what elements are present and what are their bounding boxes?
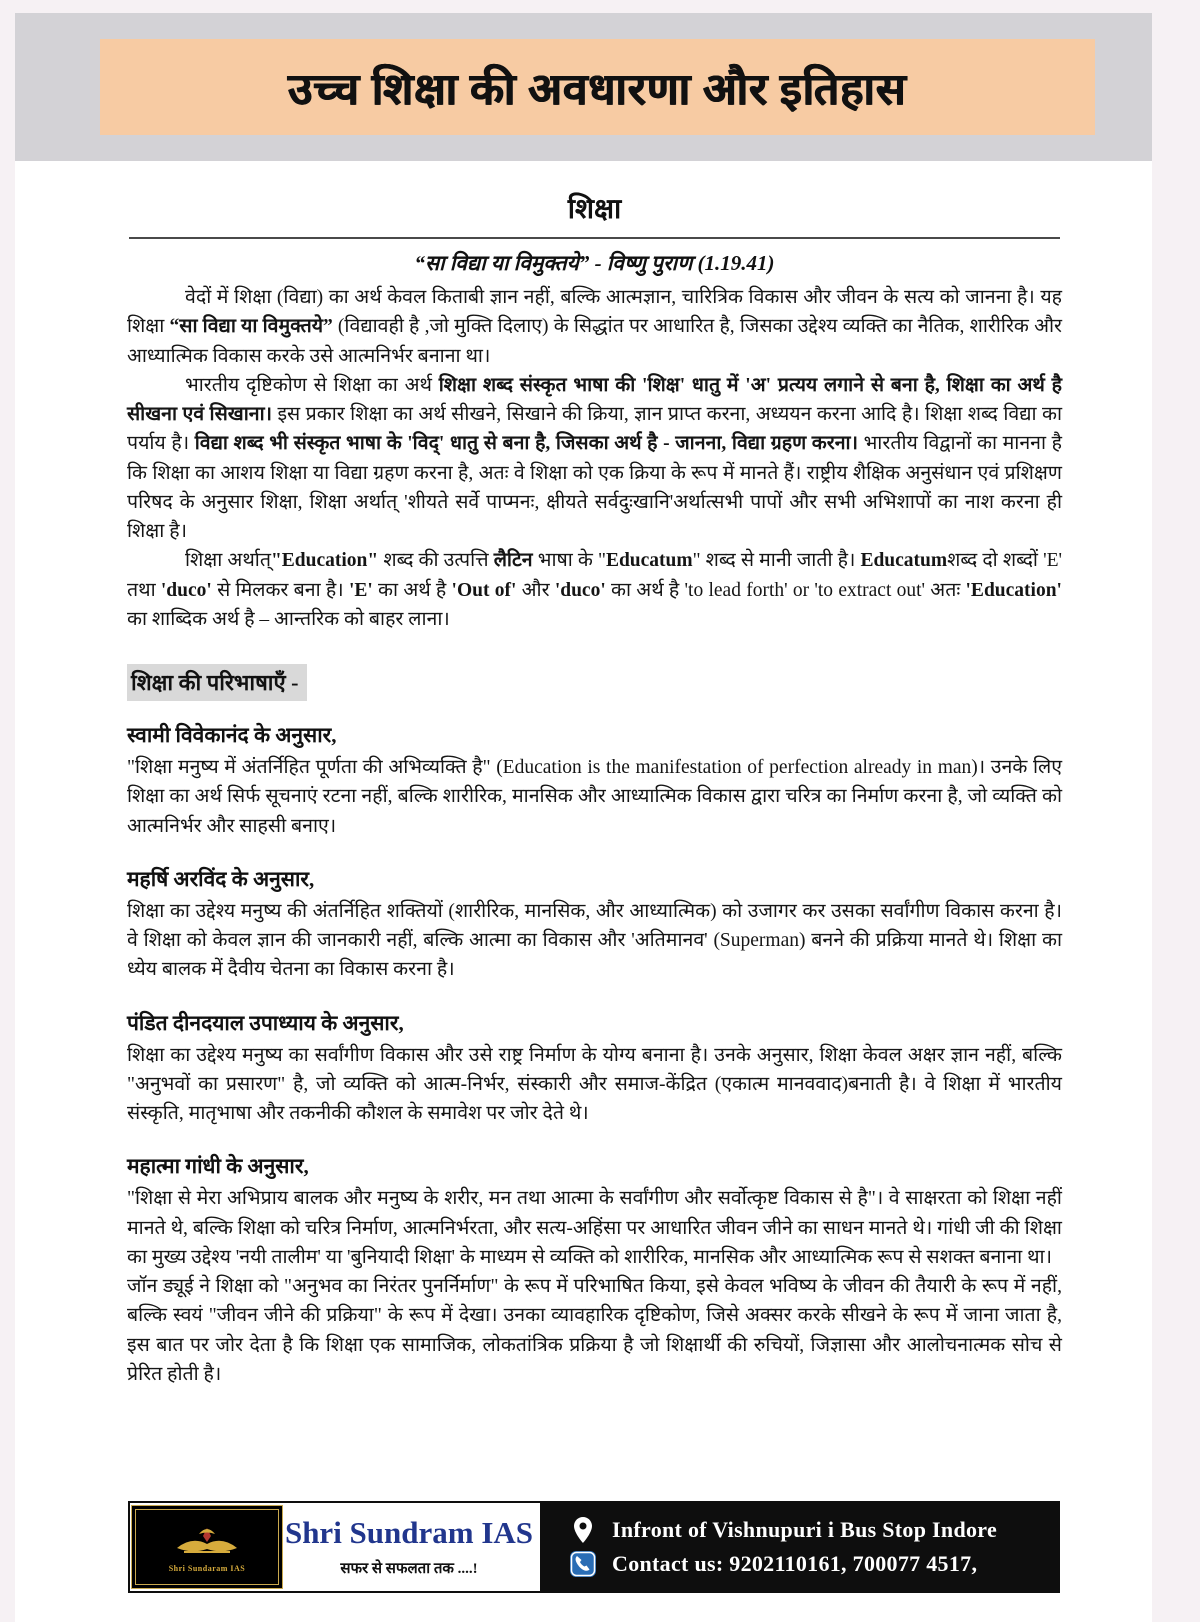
section-heading: शिक्षा <box>567 194 622 225</box>
def-heading-deendayal: पंडित दीनदयाल उपाध्याय के अनुसार, <box>127 1010 404 1035</box>
lotus-wings-icon <box>172 1522 242 1562</box>
footer-banner <box>128 1501 1060 1593</box>
document-body <box>15 189 1152 1389</box>
def-heading-vivekananda: स्वामी विवेकानंद के अनुसार, <box>127 723 337 747</box>
location-pin-icon <box>568 1517 598 1543</box>
def-body-gandhi: "शिक्षा से मेरा अभिप्राय बालक और मनुष्य के शरीर, मन तथा आत्मा के सर्वांगीण और सर्वोत्कृष्ट विकास से है"। वे साक्षरता को शिक्षा नहीं मानते थे, बल्कि शिक्षा को चरित्र निर्माण, आत्मनिर्भरता, और सत्य-अहिंसा पर आधारित जीवन जीने का साधन मानते थे। गांधी जी की शिक्षा का मुख्य उद्देश्य 'नयी तालीम' या 'बुनियादी शिक्षा' के माध्यम से व्यक्ति को शारीरिक, मानसिक और आध्यात्मिक रूप से सशक्त बनाना था। <box>127 1188 1062 1268</box>
logo-caption: Shri Sundaram IAS <box>168 1563 246 1573</box>
phone-icon <box>568 1551 598 1577</box>
def-body-deendayal: शिक्षा का उद्देश्य मनुष्य का सर्वांगीण विकास और उसे राष्ट्र निर्माण के योग्य बनाना है। उनके अनुसार, शिक्षा केवल अक्षर ज्ञान नहीं, बल्कि "अनुभवों का प्रसारण" है, जो व्यक्ति को आत्म-निर्भर, संस्कारी और समाज-केंद्रित (एकात्म मानववाद)बनाती है। वे शिक्षा में भारतीय संस्कृति, मातृभाषा और तकनीकी कौशल के समावेश पर जोर देते थे। <box>127 1044 1062 1124</box>
definitions-header: शिक्षा की परिभाषाएँ - <box>127 664 307 701</box>
page-title-plate <box>100 39 1095 135</box>
def-body-dewey: जॉन ड्यूई ने शिक्षा को "अनुभव का निरंतर पुनर्निर्माण" के रूप में परिभाषित किया, इसे केवल भविष्य के जीवन की तैयारी के रूप में नहीं, बल्कि स्वयं "जीवन जीने की प्रक्रिया" के रूप में देखा। उनका व्यावहारिक दृष्टिकोण, जिसे अक्सर करके सीखने के रूप में जाना जाता है, इस बात पर जोर देता है कि शिक्षा एक सामाजिक, लोकतांत्रिक प्रक्रिया है जो शिक्षार्थी की रुचियों, जिज्ञासा और आलोचनात्मक सोच से प्रेरित होती है। <box>127 1276 1062 1385</box>
def-heading-gandhi: महात्मा गांधी के अनुसार, <box>127 1154 309 1179</box>
brand-name: Shri Sundram IAS <box>284 1514 534 1550</box>
footer-contact-panel <box>542 1501 1060 1593</box>
contact-row <box>568 1551 1060 1577</box>
brand-tagline: सफर से सफलता तक ....! <box>340 1561 478 1578</box>
paragraph-etymology-latin: शिक्षा अर्थात्"Education" शब्द की उत्पत्ति लैटिन भाषा के "Educatum" शब्द से मानी जाती है। Educatumशब्द दो शब्दों 'E' तथा 'duco' से मिलकर बना है। 'E' का अर्थ है 'Out of' और 'duco' का अर्थ है 'to lead forth' or 'to extract out' अतः 'Education' का शाब्दिक अर्थ है – आन्तरिक को बाहर लाना। <box>127 550 1063 630</box>
address-row <box>568 1517 1060 1543</box>
document-page <box>15 13 1152 1622</box>
institute-logo <box>131 1505 283 1589</box>
scan-top-band <box>15 13 1152 161</box>
heading-divider <box>129 237 1060 239</box>
paragraph-vedas: वेदों में शिक्षा (विद्या) का अर्थ केवल किताबी ज्ञान नहीं, बल्कि आत्मज्ञान, चारित्रिक विकास और जीवन के सत्य को जानना है। यह शिक्षा “सा विद्या या विमुक्तये” (विद्यावही है ,जो मुक्ति दिलाए) के सिद्धांत पर आधारित है, जिसका उद्देश्य व्यक्ति का नैतिक, शारीरिक और आध्यात्मिक विकास करके उसे आत्मनिर्भर बनाना था। <box>127 287 1062 367</box>
def-body-aurobindo: शिक्षा का उद्देश्य मनुष्य की अंतर्निहित शक्तियों (शारीरिक, मानसिक, और आध्यात्मिक) को उजागर कर उसका सर्वांगीण विकास करना है। वे शिक्षा को केवल ज्ञान की जानकारी नहीं, बल्कि आत्मा का विकास और 'अतिमानव' (Superman) बनने की प्रक्रिया मानते थे। शिक्षा का ध्येय बालक में दैवीय चेतना का विकास करना है। <box>127 900 1062 981</box>
page-title: उच्च शिक्षा की अवधारणा और इतिहास <box>288 65 907 114</box>
address-text: Infront of Vishnupuri i Bus Stop Indore <box>612 1517 998 1542</box>
contact-text: Contact us: 9202110161, 700077 4517, <box>612 1551 978 1576</box>
paragraph-etymology-hindi: भारतीय दृष्टिकोण से शिक्षा का अर्थ शिक्षा शब्द संस्कृत भाषा की 'शिक्ष' धातु में 'अ' प्रत्यय लगाने से बना है, शिक्षा का अर्थ है सीखना एवं सिखाना। इस प्रकार शिक्षा का अर्थ सीखने, सिखाने की क्रिया, ज्ञान प्राप्त करना, अध्ययन करना आदि है। शिक्षा शब्द विद्या का पर्याय है। विद्या शब्द भी संस्कृत भाषा के 'विद्' धातु से बना है, जिसका अर्थ है - जानना, विद्या ग्रहण करना। भारतीय विद्वानों का मानना है कि शिक्षा का आशय शिक्षा या विद्या ग्रहण करना है, अतः वे शिक्षा को एक क्रिया के रूप में मानते हैं। राष्ट्रीय शैक्षिक अनुसंधान एवं प्रशिक्षण परिषद के अनुसार शिक्षा, शिक्षा अर्थात् 'शीयते सर्वे पाप्मनः, क्षीयते सर्वदुःखानि'अर्थात्सभी पापों और सभी अभिशापों का नाश करना ही शिक्षा है। <box>127 374 1063 542</box>
brand-text-block <box>284 1516 540 1578</box>
def-body-vivekananda: "शिक्षा मनुष्य में अंतर्निहित पूर्णता की अभिव्यक्ति है" (Education is the manifestation of perfection already in man)। उनके लिए शिक्षा का अर्थ सिर्फ सूचनाएं रटना नहीं, बल्कि शारीरिक, मानसिक और आध्यात्मिक विकास द्वारा चरित्र का निर्माण करना है, जो व्यक्ति को आत्मनिर्भर और साहसी बनाए। <box>127 757 1062 837</box>
sanskrit-quote: “सा विद्या या विमुक्तये” - विष्णु पुराण (1.19.41) <box>414 251 775 275</box>
def-heading-aurobindo: महर्षि अरविंद के अनुसार, <box>127 866 315 891</box>
footer-brand-panel <box>128 1501 542 1593</box>
